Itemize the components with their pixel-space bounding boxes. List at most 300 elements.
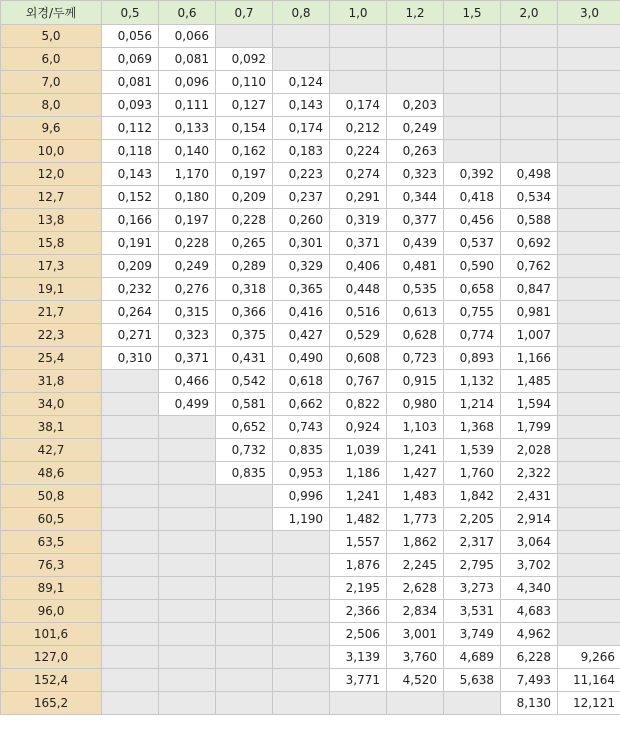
diameter-label-cell: 8,0	[1, 94, 102, 117]
empty-cell	[444, 117, 501, 140]
weight-value-cell: 1,482	[330, 508, 387, 531]
diameter-label-cell: 10,0	[1, 140, 102, 163]
empty-cell	[387, 692, 444, 715]
weight-value-cell: 1,241	[387, 439, 444, 462]
weight-value-cell: 0,762	[501, 255, 558, 278]
weight-value-cell: 0,953	[273, 462, 330, 485]
empty-cell	[558, 209, 620, 232]
weight-value-cell: 2,245	[387, 554, 444, 577]
thickness-header-cell: 0,7	[216, 1, 273, 25]
weight-value-cell: 0,371	[330, 232, 387, 255]
empty-cell	[102, 370, 159, 393]
empty-cell	[558, 439, 620, 462]
diameter-label-cell: 31,8	[1, 370, 102, 393]
weight-value-cell: 4,683	[501, 600, 558, 623]
weight-value-cell: 0,427	[273, 324, 330, 347]
empty-cell	[558, 416, 620, 439]
weight-value-cell: 0,692	[501, 232, 558, 255]
weight-value-cell: 0,581	[216, 393, 273, 416]
weight-value-cell: 0,516	[330, 301, 387, 324]
weight-value-cell: 0,481	[387, 255, 444, 278]
empty-cell	[102, 462, 159, 485]
weight-value-cell: 0,499	[159, 393, 216, 416]
table-row	[1, 163, 620, 186]
weight-value-cell: 3,771	[330, 669, 387, 692]
empty-cell	[216, 25, 273, 48]
empty-cell	[102, 485, 159, 508]
empty-cell	[102, 623, 159, 646]
weight-value-cell: 0,981	[501, 301, 558, 324]
weight-value-cell: 0,590	[444, 255, 501, 278]
empty-cell	[159, 462, 216, 485]
empty-cell	[102, 669, 159, 692]
empty-cell	[387, 48, 444, 71]
table-row	[1, 255, 620, 278]
diameter-label-cell: 127,0	[1, 646, 102, 669]
weight-value-cell: 3,273	[444, 577, 501, 600]
empty-cell	[558, 301, 620, 324]
weight-value-cell: 0,276	[159, 278, 216, 301]
diameter-label-cell: 15,8	[1, 232, 102, 255]
weight-value-cell: 2,322	[501, 462, 558, 485]
weight-value-cell: 0,537	[444, 232, 501, 255]
empty-cell	[216, 669, 273, 692]
weight-value-cell: 0,092	[216, 48, 273, 71]
weight-value-cell: 0,439	[387, 232, 444, 255]
weight-value-cell: 0,431	[216, 347, 273, 370]
empty-cell	[159, 692, 216, 715]
weight-value-cell: 0,344	[387, 186, 444, 209]
diameter-label-cell: 5,0	[1, 25, 102, 48]
table-row	[1, 370, 620, 393]
empty-cell	[558, 140, 620, 163]
weight-value-cell: 4,520	[387, 669, 444, 692]
empty-cell	[501, 71, 558, 94]
empty-cell	[558, 508, 620, 531]
empty-cell	[159, 600, 216, 623]
weight-value-cell: 0,767	[330, 370, 387, 393]
weight-value-cell: 0,365	[273, 278, 330, 301]
weight-value-cell: 3,139	[330, 646, 387, 669]
empty-cell	[159, 577, 216, 600]
weight-value-cell: 2,834	[387, 600, 444, 623]
weight-value-cell: 0,924	[330, 416, 387, 439]
empty-cell	[273, 623, 330, 646]
weight-value-cell: 0,183	[273, 140, 330, 163]
weight-value-cell: 0,212	[330, 117, 387, 140]
table-row	[1, 140, 620, 163]
weight-value-cell: 0,111	[159, 94, 216, 117]
empty-cell	[273, 25, 330, 48]
empty-cell	[216, 508, 273, 531]
weight-value-cell: 0,774	[444, 324, 501, 347]
weight-value-cell: 0,154	[216, 117, 273, 140]
weight-value-cell: 7,493	[501, 669, 558, 692]
weight-value-cell: 2,028	[501, 439, 558, 462]
weight-value-cell: 0,174	[330, 94, 387, 117]
weight-value-cell: 1,773	[387, 508, 444, 531]
empty-cell	[558, 531, 620, 554]
empty-cell	[102, 600, 159, 623]
weight-value-cell: 0,652	[216, 416, 273, 439]
weight-value-cell: 1,427	[387, 462, 444, 485]
table-row	[1, 554, 620, 577]
thickness-header-cell: 3,0	[558, 1, 620, 25]
empty-cell	[558, 324, 620, 347]
empty-cell	[102, 393, 159, 416]
weight-value-cell: 0,542	[216, 370, 273, 393]
weight-value-cell: 2,366	[330, 600, 387, 623]
diameter-label-cell: 13,8	[1, 209, 102, 232]
thickness-header-cell: 0,6	[159, 1, 216, 25]
weight-value-cell: 2,795	[444, 554, 501, 577]
weight-value-cell: 1,539	[444, 439, 501, 462]
weight-value-cell: 1,760	[444, 462, 501, 485]
weight-value-cell: 0,174	[273, 117, 330, 140]
table-row	[1, 186, 620, 209]
weight-value-cell: 1,799	[501, 416, 558, 439]
empty-cell	[558, 554, 620, 577]
empty-cell	[558, 370, 620, 393]
thickness-header-cell: 1,5	[444, 1, 501, 25]
table-body	[1, 25, 620, 715]
weight-value-cell: 0,166	[102, 209, 159, 232]
weight-value-cell: 8,130	[501, 692, 558, 715]
empty-cell	[558, 255, 620, 278]
table-row	[1, 209, 620, 232]
weight-value-cell: 3,064	[501, 531, 558, 554]
empty-cell	[444, 71, 501, 94]
weight-value-cell: 0,249	[387, 117, 444, 140]
empty-cell	[216, 623, 273, 646]
weight-value-cell: 2,506	[330, 623, 387, 646]
table-row	[1, 48, 620, 71]
weight-value-cell: 0,448	[330, 278, 387, 301]
weight-value-cell: 1,007	[501, 324, 558, 347]
table-row	[1, 117, 620, 140]
table-row	[1, 416, 620, 439]
empty-cell	[159, 623, 216, 646]
empty-cell	[273, 669, 330, 692]
empty-cell	[102, 554, 159, 577]
empty-cell	[558, 186, 620, 209]
table-row	[1, 94, 620, 117]
weight-value-cell: 0,732	[216, 439, 273, 462]
empty-cell	[273, 48, 330, 71]
weight-value-cell: 0,418	[444, 186, 501, 209]
empty-cell	[558, 117, 620, 140]
diameter-label-cell: 60,5	[1, 508, 102, 531]
empty-cell	[102, 531, 159, 554]
weight-value-cell: 0,375	[216, 324, 273, 347]
empty-cell	[273, 577, 330, 600]
weight-value-cell: 2,431	[501, 485, 558, 508]
table-row	[1, 692, 620, 715]
header-row	[1, 1, 620, 25]
weight-value-cell: 2,914	[501, 508, 558, 531]
table-row	[1, 324, 620, 347]
empty-cell	[102, 646, 159, 669]
empty-cell	[102, 508, 159, 531]
empty-cell	[387, 25, 444, 48]
empty-cell	[558, 48, 620, 71]
empty-cell	[102, 577, 159, 600]
empty-cell	[216, 531, 273, 554]
weight-value-cell: 5,638	[444, 669, 501, 692]
weight-value-cell: 1,842	[444, 485, 501, 508]
table-row	[1, 232, 620, 255]
weight-value-cell: 0,618	[273, 370, 330, 393]
diameter-label-cell: 34,0	[1, 393, 102, 416]
table-row	[1, 347, 620, 370]
empty-cell	[330, 71, 387, 94]
weight-value-cell: 0,152	[102, 186, 159, 209]
empty-cell	[501, 140, 558, 163]
weight-value-cell: 1,241	[330, 485, 387, 508]
diameter-label-cell: 63,5	[1, 531, 102, 554]
weight-value-cell: 0,203	[387, 94, 444, 117]
weight-value-cell: 0,093	[102, 94, 159, 117]
weight-value-cell: 3,749	[444, 623, 501, 646]
empty-cell	[558, 577, 620, 600]
weight-value-cell: 0,723	[387, 347, 444, 370]
weight-value-cell: 1,594	[501, 393, 558, 416]
empty-cell	[273, 600, 330, 623]
empty-cell	[159, 669, 216, 692]
weight-value-cell: 0,893	[444, 347, 501, 370]
weight-value-cell: 0,319	[330, 209, 387, 232]
diameter-label-cell: 96,0	[1, 600, 102, 623]
weight-value-cell: 0,613	[387, 301, 444, 324]
weight-value-cell: 2,195	[330, 577, 387, 600]
weight-value-cell: 0,755	[444, 301, 501, 324]
weight-value-cell: 0,535	[387, 278, 444, 301]
empty-cell	[273, 646, 330, 669]
diameter-label-cell: 6,0	[1, 48, 102, 71]
empty-cell	[501, 25, 558, 48]
table-row	[1, 646, 620, 669]
table-row	[1, 531, 620, 554]
weight-value-cell: 0,456	[444, 209, 501, 232]
weight-value-cell: 0,329	[273, 255, 330, 278]
empty-cell	[102, 692, 159, 715]
diameter-label-cell: 38,1	[1, 416, 102, 439]
weight-value-cell: 0,490	[273, 347, 330, 370]
empty-cell	[102, 416, 159, 439]
weight-value-cell: 3,531	[444, 600, 501, 623]
diameter-label-cell: 12,0	[1, 163, 102, 186]
weight-value-cell: 1,103	[387, 416, 444, 439]
thickness-header-cell: 2,0	[501, 1, 558, 25]
thickness-header-cell: 1,0	[330, 1, 387, 25]
weight-value-cell: 0,392	[444, 163, 501, 186]
table-row	[1, 301, 620, 324]
empty-cell	[444, 692, 501, 715]
empty-cell	[558, 347, 620, 370]
weight-value-cell: 2,628	[387, 577, 444, 600]
weight-value-cell: 1,557	[330, 531, 387, 554]
weight-value-cell: 1,166	[501, 347, 558, 370]
weight-value-cell: 0,371	[159, 347, 216, 370]
empty-cell	[558, 163, 620, 186]
weight-value-cell: 0,263	[387, 140, 444, 163]
empty-cell	[558, 462, 620, 485]
weight-value-cell: 4,689	[444, 646, 501, 669]
weight-value-cell: 0,260	[273, 209, 330, 232]
weight-value-cell: 0,066	[159, 25, 216, 48]
empty-cell	[558, 25, 620, 48]
empty-cell	[558, 623, 620, 646]
weight-value-cell: 0,662	[273, 393, 330, 416]
weight-value-cell: 0,180	[159, 186, 216, 209]
weight-value-cell: 0,608	[330, 347, 387, 370]
table-row	[1, 25, 620, 48]
table-row	[1, 623, 620, 646]
empty-cell	[444, 48, 501, 71]
empty-cell	[216, 692, 273, 715]
weight-value-cell: 0,118	[102, 140, 159, 163]
weight-value-cell: 2,317	[444, 531, 501, 554]
weight-value-cell: 0,191	[102, 232, 159, 255]
empty-cell	[159, 416, 216, 439]
table-row	[1, 577, 620, 600]
thickness-header-cell: 0,8	[273, 1, 330, 25]
corner-header-cell: 외경/두께	[1, 1, 102, 25]
weight-value-cell: 0,628	[387, 324, 444, 347]
empty-cell	[558, 600, 620, 623]
weight-value-cell: 0,366	[216, 301, 273, 324]
weight-value-cell: 0,835	[216, 462, 273, 485]
weight-value-cell: 0,847	[501, 278, 558, 301]
empty-cell	[387, 71, 444, 94]
weight-value-cell: 0,069	[102, 48, 159, 71]
empty-cell	[102, 439, 159, 462]
thickness-header-cell: 1,2	[387, 1, 444, 25]
weight-value-cell: 0,264	[102, 301, 159, 324]
diameter-label-cell: 7,0	[1, 71, 102, 94]
weight-value-cell: 0,133	[159, 117, 216, 140]
weight-value-cell: 1,186	[330, 462, 387, 485]
weight-value-cell: 0,658	[444, 278, 501, 301]
weight-value-cell: 0,301	[273, 232, 330, 255]
empty-cell	[558, 393, 620, 416]
weight-value-cell: 0,498	[501, 163, 558, 186]
diameter-label-cell: 50,8	[1, 485, 102, 508]
weight-value-cell: 1,485	[501, 370, 558, 393]
table-row	[1, 508, 620, 531]
table-row	[1, 462, 620, 485]
weight-value-cell: 1,876	[330, 554, 387, 577]
empty-cell	[159, 531, 216, 554]
table-row	[1, 393, 620, 416]
empty-cell	[558, 232, 620, 255]
weight-value-cell: 0,209	[102, 255, 159, 278]
weight-value-cell: 1,214	[444, 393, 501, 416]
weight-value-cell: 0,249	[159, 255, 216, 278]
weight-value-cell: 6,228	[501, 646, 558, 669]
weight-value-cell: 2,205	[444, 508, 501, 531]
weight-value-cell: 1,132	[444, 370, 501, 393]
diameter-label-cell: 17,3	[1, 255, 102, 278]
diameter-label-cell: 19,1	[1, 278, 102, 301]
diameter-label-cell: 12,7	[1, 186, 102, 209]
empty-cell	[330, 692, 387, 715]
weight-value-cell: 0,291	[330, 186, 387, 209]
weight-value-cell: 4,962	[501, 623, 558, 646]
empty-cell	[558, 485, 620, 508]
empty-cell	[501, 117, 558, 140]
diameter-label-cell: 48,6	[1, 462, 102, 485]
weight-value-cell: 0,406	[330, 255, 387, 278]
weight-value-cell: 0,197	[159, 209, 216, 232]
empty-cell	[159, 646, 216, 669]
weight-value-cell: 0,124	[273, 71, 330, 94]
empty-cell	[273, 554, 330, 577]
weight-value-cell: 0,140	[159, 140, 216, 163]
weight-value-cell: 0,143	[102, 163, 159, 186]
weight-value-cell: 0,232	[102, 278, 159, 301]
weight-value-cell: 0,835	[273, 439, 330, 462]
weight-value-cell: 0,237	[273, 186, 330, 209]
weight-value-cell: 0,209	[216, 186, 273, 209]
empty-cell	[330, 25, 387, 48]
diameter-label-cell: 42,7	[1, 439, 102, 462]
weight-value-cell: 11,164	[558, 669, 620, 692]
weight-value-cell: 0,416	[273, 301, 330, 324]
weight-value-cell: 1,368	[444, 416, 501, 439]
weight-value-cell: 0,466	[159, 370, 216, 393]
weight-value-cell: 0,081	[102, 71, 159, 94]
weight-value-cell: 0,323	[159, 324, 216, 347]
weight-value-cell: 0,228	[216, 209, 273, 232]
weight-value-cell: 0,143	[273, 94, 330, 117]
weight-value-cell: 0,377	[387, 209, 444, 232]
empty-cell	[159, 439, 216, 462]
weight-value-cell: 4,340	[501, 577, 558, 600]
weight-value-cell: 0,315	[159, 301, 216, 324]
weight-value-cell: 0,223	[273, 163, 330, 186]
weight-value-cell: 9,266	[558, 646, 620, 669]
weight-value-cell: 0,529	[330, 324, 387, 347]
empty-cell	[216, 577, 273, 600]
weight-value-cell: 0,127	[216, 94, 273, 117]
table-row	[1, 600, 620, 623]
weight-value-cell: 3,760	[387, 646, 444, 669]
empty-cell	[159, 508, 216, 531]
weight-value-cell: 0,318	[216, 278, 273, 301]
diameter-label-cell: 165,2	[1, 692, 102, 715]
weight-value-cell: 1,862	[387, 531, 444, 554]
empty-cell	[273, 692, 330, 715]
diameter-label-cell: 89,1	[1, 577, 102, 600]
weight-value-cell: 0,323	[387, 163, 444, 186]
empty-cell	[444, 140, 501, 163]
empty-cell	[444, 94, 501, 117]
weight-value-cell: 0,534	[501, 186, 558, 209]
weight-value-cell: 0,224	[330, 140, 387, 163]
weight-value-cell: 0,822	[330, 393, 387, 416]
weight-value-cell: 0,588	[501, 209, 558, 232]
weight-value-cell: 0,310	[102, 347, 159, 370]
empty-cell	[159, 554, 216, 577]
weight-value-cell: 0,081	[159, 48, 216, 71]
weight-value-cell: 0,162	[216, 140, 273, 163]
empty-cell	[216, 646, 273, 669]
diameter-label-cell: 25,4	[1, 347, 102, 370]
weight-value-cell: 1,483	[387, 485, 444, 508]
diameter-label-cell: 22,3	[1, 324, 102, 347]
empty-cell	[444, 25, 501, 48]
